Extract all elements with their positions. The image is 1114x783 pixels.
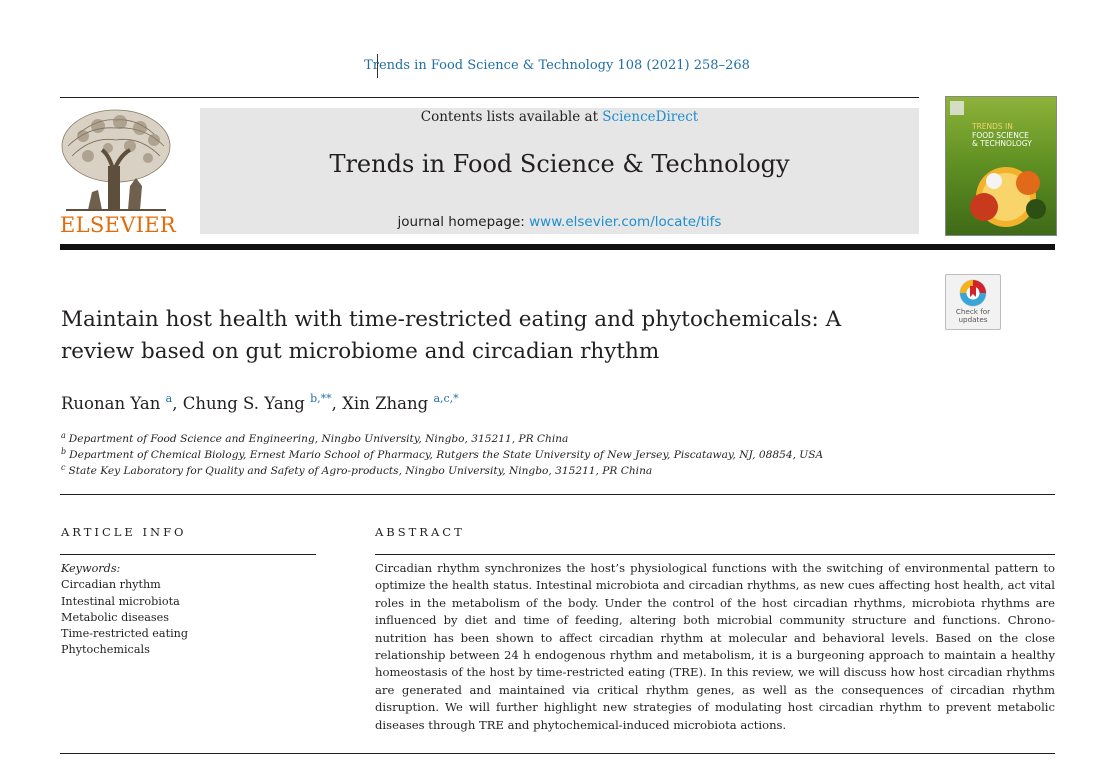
article-info-heading: ARTICLE INFO bbox=[61, 525, 187, 539]
author-name[interactable]: Chung S. Yang bbox=[182, 394, 305, 413]
section-rule bbox=[60, 494, 1055, 495]
crossmark-icon bbox=[946, 275, 1000, 309]
keyword-item: Metabolic diseases bbox=[61, 610, 169, 624]
journal-cover-image bbox=[945, 96, 1057, 236]
keywords-block bbox=[61, 561, 311, 659]
keyword-item: Time-restricted eating bbox=[61, 627, 189, 641]
cover-title-line: FOOD SCIENCE bbox=[972, 130, 1029, 140]
check-label-line: Check for bbox=[955, 307, 991, 316]
affiliation-mark: b bbox=[61, 447, 67, 456]
author-affiliation-mark[interactable]: a bbox=[165, 392, 173, 405]
article-title: Maintain host health with time-restricted eating and phytochemicals: A review based on gut microbiome and circadian rhythm bbox=[61, 307, 842, 364]
header-thick-rule bbox=[60, 244, 1055, 250]
abstract-rule bbox=[375, 554, 1055, 555]
keyword-item: Intestinal microbiota bbox=[61, 594, 180, 608]
homepage-line bbox=[200, 214, 919, 230]
cover-title-line: TRENDS IN bbox=[972, 122, 1013, 131]
elsevier-wordmark: ELSEVIER bbox=[60, 213, 176, 237]
sciencedirect-link[interactable]: ScienceDirect bbox=[602, 109, 699, 125]
abstract-heading: ABSTRACT bbox=[375, 525, 465, 539]
affiliation bbox=[61, 431, 568, 445]
author-affiliation-mark[interactable]: a,c,* bbox=[433, 392, 459, 405]
contents-line bbox=[200, 109, 919, 125]
affiliation bbox=[61, 463, 652, 477]
author-list bbox=[61, 392, 459, 413]
author-separator: , bbox=[172, 394, 183, 413]
check-for-updates-label bbox=[946, 308, 1000, 324]
keywords-label: Keywords: bbox=[61, 562, 121, 575]
affiliation-mark: c bbox=[61, 463, 66, 472]
affiliation-text: State Key Laboratory for Quality and Safety of Agro-products, Ningbo University, Ningbo, 315211, PR China bbox=[68, 465, 653, 477]
author-separator: , bbox=[331, 394, 343, 413]
bottom-rule bbox=[60, 753, 1055, 754]
affiliation-text: Department of Food Science and Engineering, Ningbo University, Ningbo, 315211, PR China bbox=[68, 433, 569, 445]
author-name[interactable]: Xin Zhang bbox=[342, 394, 429, 413]
keyword-item: Circadian rhythm bbox=[61, 578, 161, 592]
citation-link[interactable]: Trends in Food Science & Technology 108 (2021) 258–268 bbox=[364, 58, 750, 73]
cover-title bbox=[972, 123, 1032, 149]
author-name[interactable]: Ruonan Yan bbox=[61, 394, 161, 413]
affiliation-text: Department of Chemical Biology, Ernest Mario School of Pharmacy, Rutgers the State University of New Jersey, Piscataway, NJ, 08854, USA bbox=[69, 449, 824, 461]
cover-title-line: & TECHNOLOGY bbox=[972, 139, 1032, 148]
check-for-updates-button[interactable] bbox=[945, 274, 1001, 330]
journal-title: Trends in Food Science & Technology bbox=[329, 150, 790, 178]
keyword-item: Phytochemicals bbox=[61, 643, 150, 657]
affiliation bbox=[61, 447, 823, 461]
homepage-prefix: journal homepage: bbox=[397, 214, 530, 230]
article-info-rule bbox=[60, 554, 316, 555]
header-rule bbox=[60, 97, 919, 98]
contents-prefix: Contents lists available at bbox=[420, 109, 603, 125]
homepage-link[interactable]: www.elsevier.com/locate/tifs bbox=[529, 214, 722, 230]
check-label-line: updates bbox=[958, 315, 988, 324]
author-affiliation-mark[interactable]: b,** bbox=[310, 392, 332, 405]
affiliation-mark: a bbox=[61, 431, 66, 440]
abstract-text: Circadian rhythm synchronizes the host’s physiological functions with the switching of environmental pattern to optimize the health status. Intestinal microbiota and circadian rhythms, as new cues affecting host health, act vital roles in the metabolism of the body. Under the control of the host circadian rhythms, microbiota rhythms are influenced by diet and time of feeding, altering both microbial community structure and functions. Chrono-nutrition has been shown to affect circadian rhythm at molecular and behavioral levels. Based on the close relationship between 24 h endogenous rhythm and metabolism, it is a burgeoning approach to maintain a healthy homeostasis of the host by time-restricted eating (TRE). In this review, we will discuss how host circadian rhythms are generated and maintained via critical rhythm genes, as well as the consequences of circadian rhythm disruption. We will further highlight new strategies of modulating host circadian rhythm to prevent metabolic diseases through TRE and phytochemical-induced microbiota actions. bbox=[375, 561, 1055, 732]
